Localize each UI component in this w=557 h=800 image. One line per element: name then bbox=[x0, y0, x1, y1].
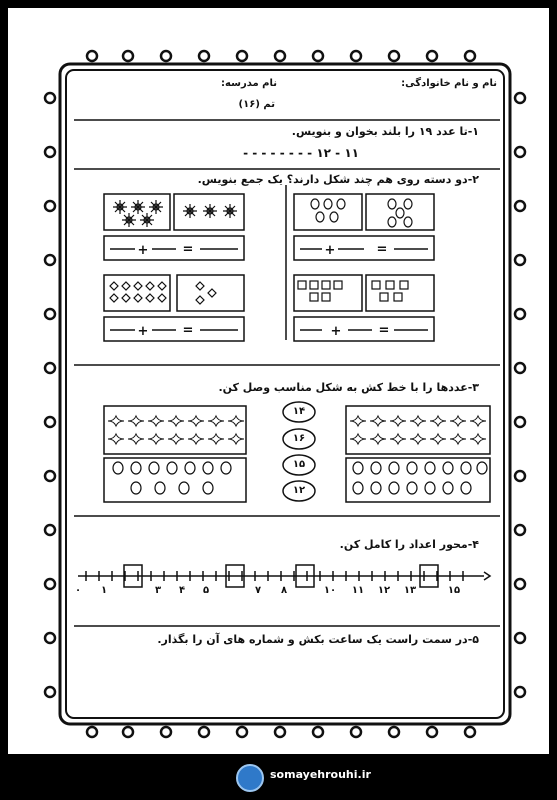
plus-sign: + bbox=[137, 243, 149, 258]
school-label: نام مدرسه: bbox=[221, 78, 277, 89]
q3-number: ۱۵ bbox=[292, 459, 306, 470]
tick-label: ۱۱ bbox=[351, 585, 365, 596]
square-icon bbox=[298, 281, 408, 301]
tick-label: ۵ bbox=[202, 585, 210, 596]
tick-label: ۱۵ bbox=[447, 585, 461, 596]
equals-sign: = bbox=[182, 323, 194, 338]
q4-title: ۴-محور اعداد را کامل کن. bbox=[339, 538, 479, 551]
tick-label: ۷ bbox=[254, 585, 262, 596]
tick-label: ۱۰ bbox=[323, 585, 337, 596]
q3-number: ۱۴ bbox=[292, 406, 306, 417]
site-link[interactable]: somayehrouhi.ir bbox=[270, 768, 371, 781]
q2-title: ۲-دو دسته روی هم چند شکل دارند؟ یک جمع بنویس. bbox=[197, 173, 479, 186]
q1-title: ۱-تا عدد ۱۹ را بلند بخوان و بنویس. bbox=[291, 125, 479, 138]
q3-number: ۱۲ bbox=[292, 485, 306, 496]
theme-label: تم (۱۶) bbox=[238, 99, 275, 110]
logo-icon bbox=[236, 764, 264, 792]
number-line bbox=[78, 565, 490, 587]
q3-title: ۳-عددها را با خط کش به شکل مناسب وصل کن. bbox=[218, 381, 479, 394]
student-name-label: نام و نام خانوادگی: bbox=[401, 78, 497, 89]
plus-sign: + bbox=[330, 324, 342, 339]
star-icon bbox=[113, 200, 237, 227]
equals-sign: = bbox=[378, 323, 390, 338]
tick-label: ۸ bbox=[280, 585, 288, 596]
tick-label: ۴ bbox=[178, 585, 186, 596]
tick-label: ۱۳ bbox=[403, 585, 417, 596]
tick-label: ۱ bbox=[100, 585, 108, 596]
tick-label: ۳ bbox=[154, 585, 162, 596]
tick-label: ۰ bbox=[74, 585, 82, 596]
equals-sign: = bbox=[182, 242, 194, 257]
q1-sequence: ۱۱ - ۱۲ - - - - - - - - bbox=[243, 146, 359, 160]
diamond-icon bbox=[110, 282, 216, 304]
tick-label: ۱۲ bbox=[377, 585, 391, 596]
equals-sign: = bbox=[376, 242, 388, 257]
q3-number: ۱۶ bbox=[292, 433, 306, 444]
plus-sign: + bbox=[137, 324, 149, 339]
q5-title: ۵-در سمت راست یک ساعت بکش و شماره های آن را بگذار. bbox=[157, 633, 479, 646]
plus-sign: + bbox=[324, 243, 336, 258]
